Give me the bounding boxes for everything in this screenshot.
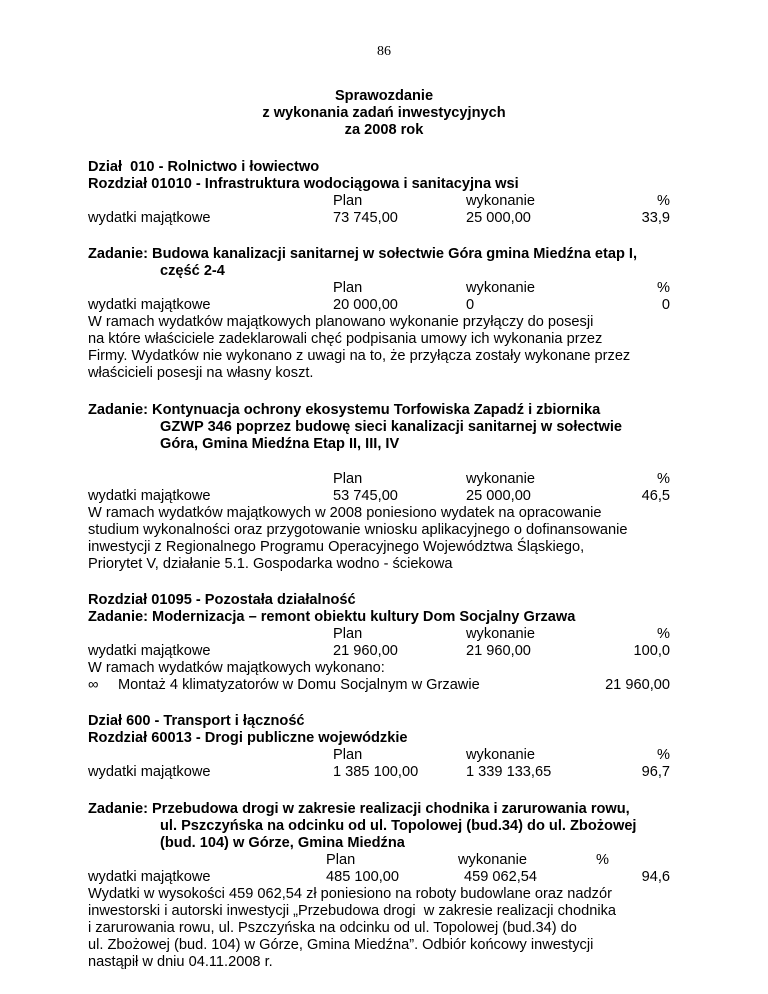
- plan-value: 20 000,00: [333, 297, 398, 313]
- paragraph-line: ul. Zbożowej (bud. 104) w Górze, Gmina Miedźna”. Odbiór końcowy inwestycji: [88, 937, 594, 953]
- title-line-1: Sprawozdanie: [334, 88, 434, 104]
- pct-value: 33,9: [641, 210, 670, 226]
- col-plan-header: Plan: [333, 747, 363, 763]
- zadanie-modernizacja-heading: Zadanie: Modernizacja – remont obiektu kultury Dom Socjalny Grzawa: [88, 609, 576, 625]
- paragraph-line: inwestycji z Regionalnego Programu Operacyjnego Województwa Śląskiego,: [88, 539, 585, 555]
- bullet-amount: 21 960,00: [605, 677, 670, 693]
- col-plan-header: Plan: [333, 193, 363, 209]
- col-plan-header: Plan: [326, 852, 356, 868]
- pct-value: 96,7: [641, 764, 670, 780]
- zadanie-2-line-1: Zadanie: Kontynuacja ochrony ekosystemu Torfowiska Zapadź i zbiornika: [88, 402, 601, 418]
- paragraph-line: inwestorski i autorski inwestycji „Przebudowa drogi w zakresie realizacji chodnika: [88, 903, 617, 919]
- zadanie-3-line-1: Zadanie: Przebudowa drogi w zakresie realizacji chodnika i zarurowania rowu,: [88, 801, 630, 817]
- bullet-text: Montaż 4 klimatyzatorów w Domu Socjalnym w Grzawie: [118, 677, 480, 693]
- col-wykonanie-header: wykonanie: [466, 471, 535, 487]
- plan-value: 485 100,00: [326, 869, 400, 885]
- paragraph-line: właścicieli posesji na własny koszt.: [88, 365, 314, 381]
- paragraph-line: Wydatki w wysokości 459 062,54 zł poniesiono na roboty budowlane oraz nadzór: [88, 886, 612, 902]
- paragraph-line: W ramach wydatków majątkowych wykonano:: [88, 660, 385, 676]
- paragraph-line: W ramach wydatków majątkowych planowano wykonanie przyłączy do posesji: [88, 314, 594, 330]
- paragraph-line: W ramach wydatków majątkowych w 2008 poniesiono wydatek na opracowanie: [88, 505, 602, 521]
- wykonanie-value: 21 960,00: [466, 643, 531, 659]
- row-label: wydatki majątkowe: [88, 643, 211, 659]
- wykonanie-value: 25 000,00: [466, 210, 531, 226]
- col-plan-header: Plan: [333, 626, 363, 642]
- rozdzial-60013-heading: Rozdział 60013 - Drogi publiczne wojewódzkie: [88, 730, 408, 746]
- col-wykonanie-header: wykonanie: [466, 747, 535, 763]
- plan-value: 53 745,00: [333, 488, 398, 504]
- wykonanie-value: 25 000,00: [466, 488, 531, 504]
- col-wykonanie-header: wykonanie: [466, 280, 535, 296]
- zadanie-3-line-2: ul. Pszczyńska na odcinku od ul. Topolowej (bud.34) do ul. Zbożowej: [160, 818, 637, 834]
- pct-value: 94,6: [641, 869, 670, 885]
- pct-value: 46,5: [641, 488, 670, 504]
- col-wykonanie-header: wykonanie: [458, 852, 527, 868]
- col-pct-header: %: [657, 626, 670, 642]
- row-label: wydatki majątkowe: [88, 297, 211, 313]
- zadanie-2-line-2: GZWP 346 poprzez budowę sieci kanalizacji sanitarnej w sołectwie: [160, 419, 623, 435]
- zadanie-3-line-3: (bud. 104) w Górze, Gmina Miedźna: [160, 835, 405, 851]
- zadanie-2-line-3: Góra, Gmina Miedźna Etap II, III, IV: [160, 436, 400, 452]
- col-pct-header: %: [657, 280, 670, 296]
- zadanie-1-line-1: Zadanie: Budowa kanalizacji sanitarnej w sołectwie Góra gmina Miedźna etap I,: [88, 246, 638, 262]
- wykonanie-value: 1 339 133,65: [466, 764, 552, 780]
- paragraph-line: na które właściciele zadeklarowali chęć podpisania umowy ich wykonania przez: [88, 331, 603, 347]
- plan-value: 1 385 100,00: [333, 764, 419, 780]
- pct-value: 0: [661, 297, 670, 313]
- row-label: wydatki majątkowe: [88, 764, 211, 780]
- row-label: wydatki majątkowe: [88, 210, 211, 226]
- title-line-3: za 2008 rok: [344, 122, 424, 138]
- col-plan-header: Plan: [333, 280, 363, 296]
- wykonanie-value: 0: [466, 297, 475, 313]
- plan-value: 21 960,00: [333, 643, 398, 659]
- rozdzial-01010-heading: Rozdział 01010 - Infrastruktura wodociągowa i sanitacyjna wsi: [88, 176, 519, 192]
- wykonanie-value: 459 062,54: [464, 869, 538, 885]
- bullet-symbol: ∞: [88, 677, 99, 693]
- title-line-2: z wykonania zadań inwestycyjnych: [262, 105, 506, 121]
- paragraph-line: nastąpił w dniu 04.11.2008 r.: [88, 954, 273, 970]
- col-wykonanie-header: wykonanie: [466, 626, 535, 642]
- zadanie-1-line-2: część 2-4: [160, 263, 225, 279]
- dzial-010-heading: Dział 010 - Rolnictwo i łowiectwo: [88, 159, 320, 175]
- paragraph-line: Priorytet V, działanie 5.1. Gospodarka wodno - ściekowa: [88, 556, 453, 572]
- col-plan-header: Plan: [333, 471, 363, 487]
- col-pct-header: %: [596, 852, 609, 868]
- paragraph-line: Firmy. Wydatków nie wykonano z uwagi na to, że przyłącza zostały wykonane przez: [88, 348, 631, 364]
- rozdzial-01095-heading: Rozdział 01095 - Pozostała działalność: [88, 592, 356, 608]
- col-wykonanie-header: wykonanie: [466, 193, 535, 209]
- paragraph-line: i zarurowania rowu, ul. Pszczyńska na odcinku od ul. Topolowej (bud.34) do: [88, 920, 577, 936]
- col-pct-header: %: [657, 193, 670, 209]
- paragraph-line: studium wykonalności oraz przygotowanie wniosku aplikacyjnego o dofinansowanie: [88, 522, 628, 538]
- col-pct-header: %: [657, 471, 670, 487]
- dzial-600-heading: Dział 600 - Transport i łączność: [88, 713, 305, 729]
- row-label: wydatki majątkowe: [88, 488, 211, 504]
- pct-value: 100,0: [633, 643, 670, 659]
- row-label: wydatki majątkowe: [88, 869, 211, 885]
- col-pct-header: %: [657, 747, 670, 763]
- plan-value: 73 745,00: [333, 210, 398, 226]
- page-number: 86: [377, 44, 391, 59]
